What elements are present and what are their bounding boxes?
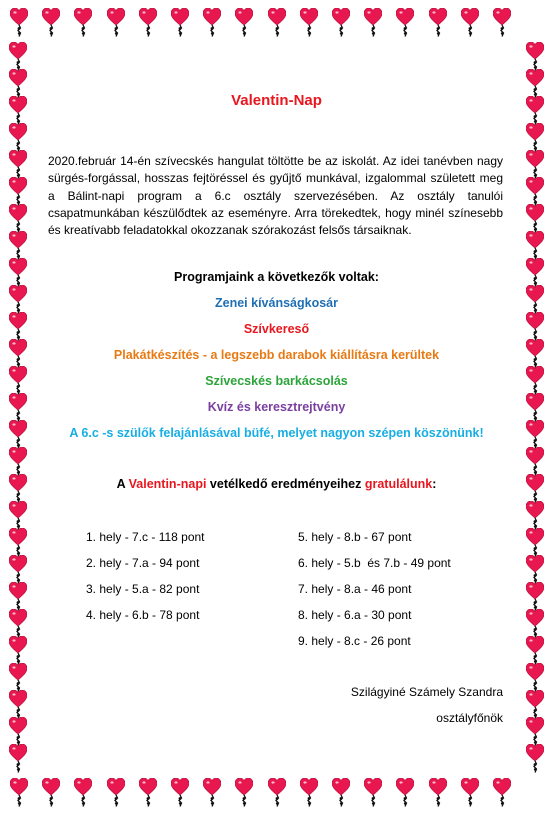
heart-balloon-icon: [42, 778, 60, 808]
program-item: Szívkereső: [243, 322, 310, 336]
heart-balloon-icon: [526, 501, 544, 531]
heart-balloon-icon: [493, 8, 511, 38]
heart-balloon-icon: [526, 582, 544, 612]
program-item: Zenei kívánságkosár: [215, 296, 338, 310]
heart-balloon-icon: [526, 636, 544, 666]
result-item: 5. hely - 8.b - 67 pont: [298, 530, 412, 544]
heart-balloon-icon: [9, 582, 27, 612]
result-item: 4. hely - 6.b - 78 pont: [86, 608, 200, 622]
program-item: Szívecskés barkácsolás: [205, 374, 348, 388]
heart-balloon-icon: [526, 555, 544, 585]
heart-balloon-icon: [332, 778, 350, 808]
result-item: 3. hely - 5.a - 82 pont: [86, 582, 200, 596]
program-item: A 6.c -s szülők felajánlásával büfé, melyet nagyon szépen köszönünk!: [69, 426, 484, 440]
announce-highlight: gratulálunk: [364, 477, 433, 491]
result-item: 8. hely - 6.a - 30 pont: [298, 608, 412, 622]
announce-text: :: [432, 477, 437, 491]
heart-balloon-icon: [9, 690, 27, 720]
heart-balloon-icon: [9, 609, 27, 639]
heart-balloon-icon: [396, 8, 414, 38]
heart-balloon-icon: [526, 123, 544, 153]
heart-balloon-icon: [526, 204, 544, 234]
heart-balloon-icon: [10, 8, 28, 38]
heart-balloon-icon: [300, 778, 318, 808]
heart-balloon-icon: [139, 8, 157, 38]
page-title: Valentin-Nap: [231, 92, 322, 109]
heart-balloon-icon: [9, 204, 27, 234]
heart-balloon-icon: [9, 150, 27, 180]
heart-balloon-icon: [9, 231, 27, 261]
announce-text: vetélkedő eredményeihez: [206, 477, 365, 491]
heart-balloon-icon: [526, 744, 544, 774]
announce-highlight: Valentin-napi: [128, 477, 207, 491]
result-item: 2. hely - 7.a - 94 pont: [86, 556, 200, 570]
heart-balloon-icon: [526, 663, 544, 693]
heart-balloon-icon: [396, 778, 414, 808]
heart-balloon-icon: [139, 778, 157, 808]
heart-balloon-icon: [268, 8, 286, 38]
heart-balloon-icon: [332, 8, 350, 38]
heart-balloon-icon: [235, 8, 253, 38]
result-item: 7. hely - 8.a - 46 pont: [298, 582, 412, 596]
heart-balloon-icon: [203, 8, 221, 38]
heart-balloon-icon: [9, 555, 27, 585]
heart-balloon-icon: [429, 8, 447, 38]
heart-balloon-icon: [171, 778, 189, 808]
heart-balloon-icon: [9, 528, 27, 558]
heart-balloon-icon: [203, 778, 221, 808]
heart-balloon-icon: [10, 778, 28, 808]
heart-balloon-icon: [9, 123, 27, 153]
heart-balloon-icon: [268, 778, 286, 808]
signature-name: Szilágyiné Számely Szandra: [350, 685, 503, 699]
heart-balloon-icon: [461, 8, 479, 38]
heart-balloon-icon: [364, 8, 382, 38]
heart-balloon-icon: [42, 8, 60, 38]
heart-balloon-icon: [526, 42, 544, 72]
program-item: Plakátkészítés - a legszebb darabok kiállításra kerültek: [113, 348, 440, 362]
heart-balloon-icon: [9, 744, 27, 774]
heart-balloon-icon: [526, 150, 544, 180]
heart-balloon-icon: [300, 8, 318, 38]
results-announcement: [0, 477, 553, 491]
heart-balloon-icon: [74, 778, 92, 808]
result-item: 6. hely - 5.b és 7.b - 49 pont: [298, 556, 451, 570]
heart-balloon-icon: [526, 231, 544, 261]
heart-balloon-icon: [9, 177, 27, 207]
intro-paragraph: 2020.február 14-én szívecskés hangulat töltötte be az iskolát. Az idei tanévben nagy sürgés-forgással, hosszas fejtöréssel és gyűjtő munkával, izgalommal született meg a Bálint-napi program a 6.c osztály szervezésében. Az osztály tanulói csapatmunkában készülődtek az eseményre. Arra törekedtek, hogy minél színesebb és kreatívabb feladatokkal okozzanak szórakozást felsős társaiknak.: [48, 154, 503, 238]
programs-heading: Programjaink a következők voltak:: [174, 270, 379, 284]
heart-balloon-icon: [9, 42, 27, 72]
heart-balloon-icon: [526, 447, 544, 477]
heart-balloon-icon: [429, 778, 447, 808]
heart-balloon-icon: [526, 717, 544, 747]
heart-balloon-icon: [9, 663, 27, 693]
heart-balloon-icon: [9, 447, 27, 477]
heart-balloon-icon: [526, 528, 544, 558]
heart-balloon-icon: [526, 690, 544, 720]
result-item: 1. hely - 7.c - 118 pont: [86, 530, 205, 544]
heart-balloon-icon: [171, 8, 189, 38]
announce-text: A: [116, 477, 129, 491]
heart-balloon-icon: [9, 501, 27, 531]
program-item: Kvíz és keresztrejtvény: [207, 400, 346, 414]
heart-balloon-icon: [526, 609, 544, 639]
heart-balloon-icon: [493, 778, 511, 808]
heart-balloon-icon: [74, 8, 92, 38]
signature-role: osztályfőnök: [436, 711, 503, 725]
heart-balloon-icon: [107, 8, 125, 38]
heart-balloon-icon: [364, 778, 382, 808]
heart-balloon-icon: [9, 717, 27, 747]
result-item: 9. hely - 8.c - 26 pont: [298, 634, 411, 648]
heart-balloon-icon: [235, 778, 253, 808]
heart-balloon-icon: [107, 778, 125, 808]
heart-balloon-icon: [526, 177, 544, 207]
heart-balloon-icon: [461, 778, 479, 808]
heart-balloon-icon: [9, 636, 27, 666]
